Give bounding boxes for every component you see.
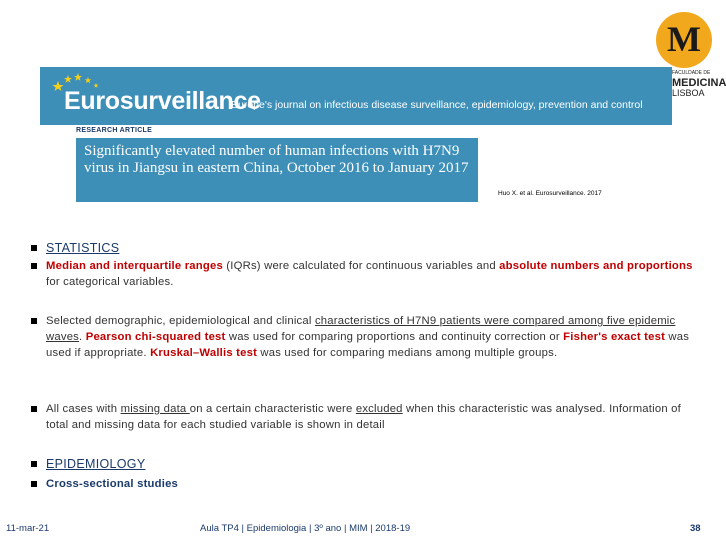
underlined-text: excluded: [355, 403, 403, 415]
body-text: (IQRs) were calculated for continuous variables and: [222, 260, 500, 272]
article-title: Significantly elevated number of human infections with H7N9 virus in Jiangsu in eastern China, October 2016 to January 2017: [84, 143, 469, 176]
research-article-label: RESEARCH ARTICLE: [76, 127, 153, 134]
logo-line3: LISBOA: [672, 88, 705, 98]
body-text: Selected demographic, epidemiological and clinical: [46, 315, 315, 327]
underlined-text: missing data: [120, 403, 190, 415]
journal-brand: Eurosurveillance: [64, 87, 261, 115]
bullet-square-icon: [31, 318, 37, 324]
epidemiology-heading: EPIDEMIOLOGY: [46, 457, 146, 471]
article-title-box: [76, 138, 478, 202]
bullet-square-icon: [31, 263, 37, 269]
faculty-logo: [656, 12, 712, 68]
highlight-text: Fisher's exact test: [563, 331, 666, 343]
bullet-square-icon: [31, 406, 37, 412]
body-text: was used if appropriate.: [46, 331, 690, 359]
logo-line1: FACULDADE DE: [672, 70, 711, 76]
logo-letter: M: [667, 19, 701, 59]
faculty-logo-text: [672, 68, 726, 98]
citation: Huo X. et al. Eurosurveillance. 2017: [498, 190, 602, 197]
journal-tagline: Europe's journal on infectious disease surveillance, epidemiology, prevention and control: [231, 99, 643, 111]
underlined-text: characteristics of H7N9 patients were compared among five epidemic waves: [46, 315, 676, 343]
bullet-square-icon: [31, 481, 37, 487]
body-text: .: [79, 331, 86, 343]
body-text: was used for comparing medians among multiple groups.: [257, 347, 558, 359]
body-text: when this characteristic was analysed. Information of total and missing data for each studied variable is shown in detail: [46, 403, 681, 431]
highlight-text: Kruskal–Wallis test: [150, 347, 258, 359]
body-text: on a certain characteristic were: [189, 403, 356, 415]
study-type-text: Cross-sectional studies: [46, 478, 179, 490]
body-text: was used for comparing proportions and continuity correction or: [225, 331, 564, 343]
body-text: All cases with: [46, 403, 121, 415]
page-number: 38: [690, 523, 701, 534]
body-text: for categorical variables.: [46, 276, 174, 288]
highlight-text: absolute numbers and proportions: [499, 260, 693, 272]
journal-banner: [40, 67, 672, 125]
footer-date: 11-mar-21: [6, 523, 50, 534]
highlight-text: Pearson chi-squared test: [85, 331, 226, 343]
bullet-square-icon: [31, 245, 37, 251]
bullet-square-icon: [31, 461, 37, 467]
logo-line2: MEDICINA: [672, 77, 726, 89]
footer-course: Aula TP4 | Epidemiologia | 3º ano | MIM | 2018-19: [200, 523, 411, 534]
highlight-text: Median and interquartile ranges: [46, 260, 223, 272]
statistics-heading: STATISTICS: [46, 241, 120, 255]
